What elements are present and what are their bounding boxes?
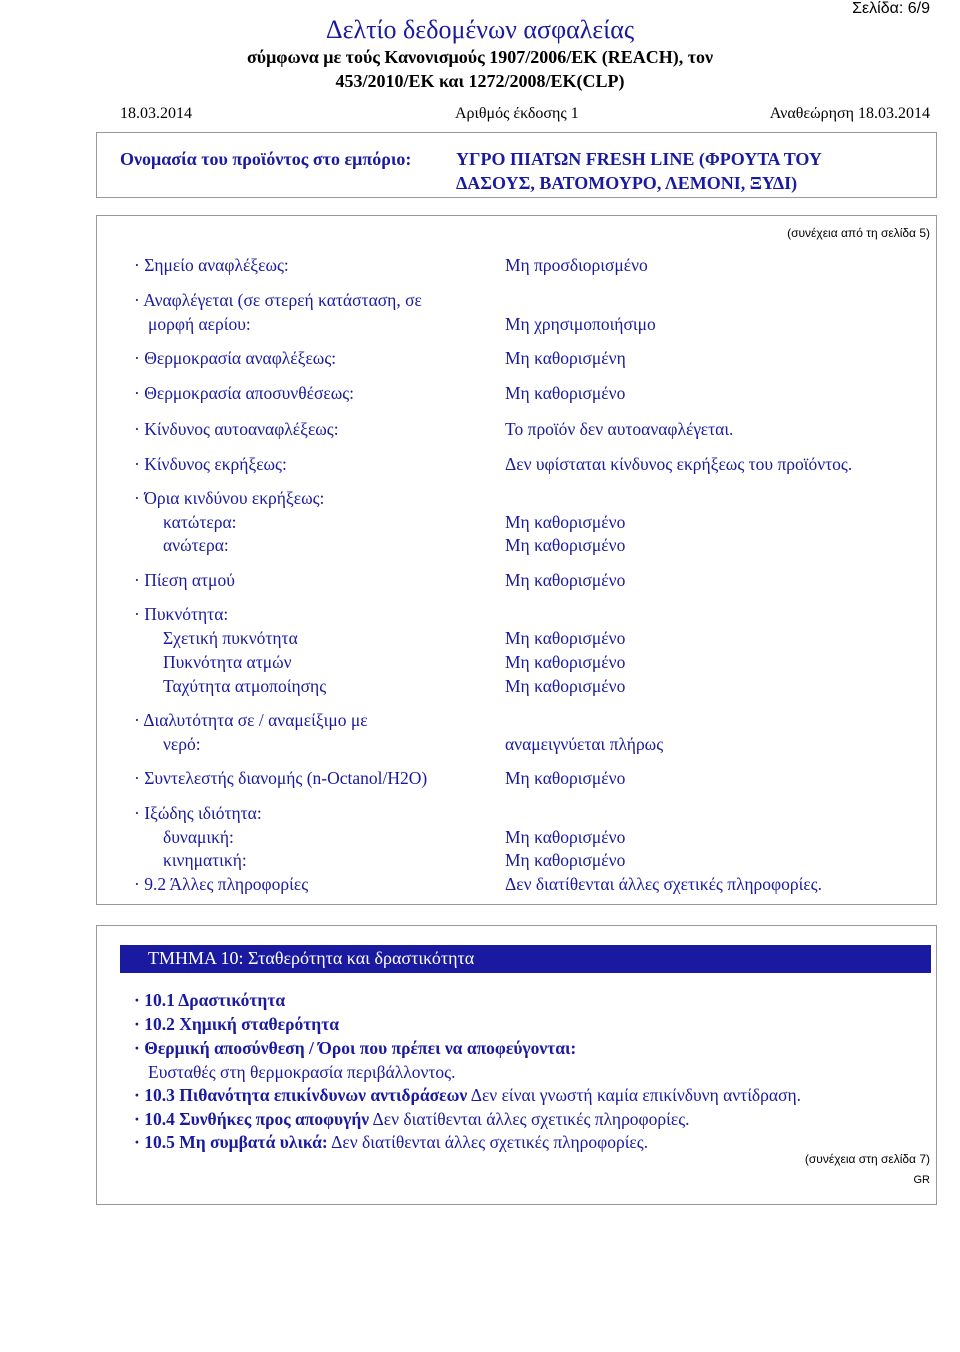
solubility-label-line1: · Διαλυτότητα σε / αναμείξιμο με	[134, 710, 368, 730]
relative-density-value: Μη καθορισμένο	[505, 628, 626, 648]
kinematic-viscosity-value: Μη καθορισμένο	[505, 850, 626, 870]
other-info-value: Δεν διατίθενται άλλες σχετικές πληροφορίες.	[505, 874, 822, 894]
thermal-decomposition-label: · Θερμική αποσύνθεση / Όροι που πρέπει να αποφεύγονται:	[134, 1038, 577, 1058]
revision-date: Αναθεώρηση 18.03.2014	[769, 105, 930, 122]
flammability-value: Μη χρησιμοποιήσιμο	[505, 314, 656, 334]
flash-point-value: Μη προσδιορισμένο	[505, 255, 648, 275]
continued-to-note: (συνέχεια στη σελίδα 7)	[804, 1152, 930, 1166]
page-number: Σελίδα: 6/9	[852, 0, 930, 17]
conditions-to-avoid-value: Δεν διατίθενται άλλες σχετικές πληροφορίες.	[372, 1109, 690, 1129]
document-subtitle-line1: σύμφωνα με τούς Κανονισμούς 1907/2006/ΕΚ (REACH), τον	[246, 47, 714, 67]
reactivity-heading: · 10.1 Δραστικότητα	[134, 990, 286, 1010]
print-date: 18.03.2014	[120, 105, 192, 122]
flammability-label-line2: μορφή αερίου:	[148, 314, 251, 334]
density-label: · Πυκνότητα:	[134, 604, 229, 624]
vapour-density-value: Μη καθορισμένο	[505, 652, 626, 672]
ignition-temp-label: · Θερμοκρασία αναφλέξεως:	[134, 348, 337, 368]
relative-density-label: Σχετική πυκνότητα	[163, 628, 298, 648]
document-subtitle-line2: 453/2010/ΕΚ και 1272/2008/ΕΚ(CLP)	[335, 71, 625, 91]
version-number: Αριθμός έκδοσης 1	[455, 105, 579, 122]
dynamic-viscosity-label: δυναμική:	[163, 827, 234, 847]
partition-coefficient-label: · Συντελεστής διανομής (n-Octanol/H2O)	[134, 768, 428, 788]
vapour-pressure-value: Μη καθορισμένο	[505, 570, 626, 590]
continued-from-note: (συνέχεια από τη σελίδα 5)	[787, 226, 930, 240]
thermal-decomposition-value: Ευσταθές στη θερμοκρασία περιβάλλοντος.	[148, 1062, 456, 1082]
hazardous-reactions-value: Δεν είναι γνωστή καμία επικίνδυνη αντίδραση.	[470, 1085, 802, 1105]
flammability-label-line1: · Αναφλέγεται (σε στερεή κατάσταση, σε	[134, 290, 422, 310]
conditions-to-avoid-line	[134, 1107, 690, 1131]
incompatible-materials-line	[134, 1130, 648, 1154]
explosion-danger-value: Δεν υφίσταται κίνδυνος εκρήξεως του προϊόντος.	[505, 454, 853, 474]
self-ignition-value: Το προϊόν δεν αυτοαναφλέγεται.	[505, 419, 734, 439]
vapour-density-label: Πυκνότητα ατμών	[163, 652, 292, 672]
decomposition-temp-value: Μη καθορισμένο	[505, 383, 626, 403]
solubility-label-line2: νερό:	[163, 734, 201, 754]
evaporation-rate-label: Ταχύτητα ατμοποίησης	[163, 676, 327, 696]
explosion-upper-value: Μη καθορισμένο	[505, 535, 626, 555]
incompatible-materials-label: · 10.5 Μη συμβατά υλικά:	[134, 1132, 328, 1152]
self-ignition-label: · Κίνδυνος αυτοαναφλέξεως:	[134, 419, 339, 439]
chemical-stability-heading: · 10.2 Χημική σταθερότητα	[134, 1014, 340, 1034]
evaporation-rate-value: Μη καθορισμένο	[505, 676, 626, 696]
product-name-line1: ΥΓΡΟ ΠΙΑΤΩΝ FRESH LINE (ΦΡΟΥΤΑ ΤΟΥ	[456, 149, 822, 169]
kinematic-viscosity-label: κινηματική:	[163, 850, 247, 870]
ignition-temp-value: Μη καθορισμένη	[505, 348, 626, 368]
decomposition-temp-label: · Θερμοκρασία αποσυνθέσεως:	[134, 383, 355, 403]
hazardous-reactions-line	[134, 1083, 801, 1107]
partition-coefficient-value: Μη καθορισμένο	[505, 768, 626, 788]
incompatible-materials-value: Δεν διατίθενται άλλες σχετικές πληροφορίες.	[331, 1132, 649, 1152]
language-code: GR	[913, 1174, 930, 1186]
product-name-label: Ονομασία του προϊόντος στο εμπόριο:	[120, 149, 412, 169]
solubility-value: αναμειγνύεται πλήρως	[505, 734, 664, 754]
dynamic-viscosity-value: Μη καθορισμένο	[505, 827, 626, 847]
document-title: Δελτίο δεδομένων ασφαλείας	[325, 15, 635, 44]
vapour-pressure-label: · Πίεση ατμού	[134, 570, 235, 590]
viscosity-label: · Ιξώδης ιδιότητα:	[134, 803, 262, 823]
section10-title: ΤΜΗΜΑ 10: Σταθερότητα και δραστικότητα	[148, 948, 475, 968]
explosion-lower-label: κατώτερα:	[163, 512, 237, 532]
explosion-limits-label: · Όρια κινδύνου εκρήξεως:	[134, 488, 325, 508]
explosion-upper-label: ανώτερα:	[163, 535, 229, 555]
explosion-danger-label: · Κίνδυνος εκρήξεως:	[134, 454, 287, 474]
conditions-to-avoid-label: · 10.4 Συνθήκες προς αποφυγήν	[134, 1109, 370, 1129]
product-name-line2: ΔΑΣΟΥΣ, ΒΑΤΟΜΟΥΡΟ, ΛΕΜΟΝΙ, ΞΥΔΙ)	[456, 173, 798, 193]
flash-point-label: · Σημείο αναφλέξεως:	[134, 255, 289, 275]
other-info-label: · 9.2 Άλλες πληροφορίες	[134, 874, 309, 894]
hazardous-reactions-label: · 10.3 Πιθανότητα επικίνδυνων αντιδράσεων	[134, 1085, 468, 1105]
explosion-lower-value: Μη καθορισμένο	[505, 512, 626, 532]
